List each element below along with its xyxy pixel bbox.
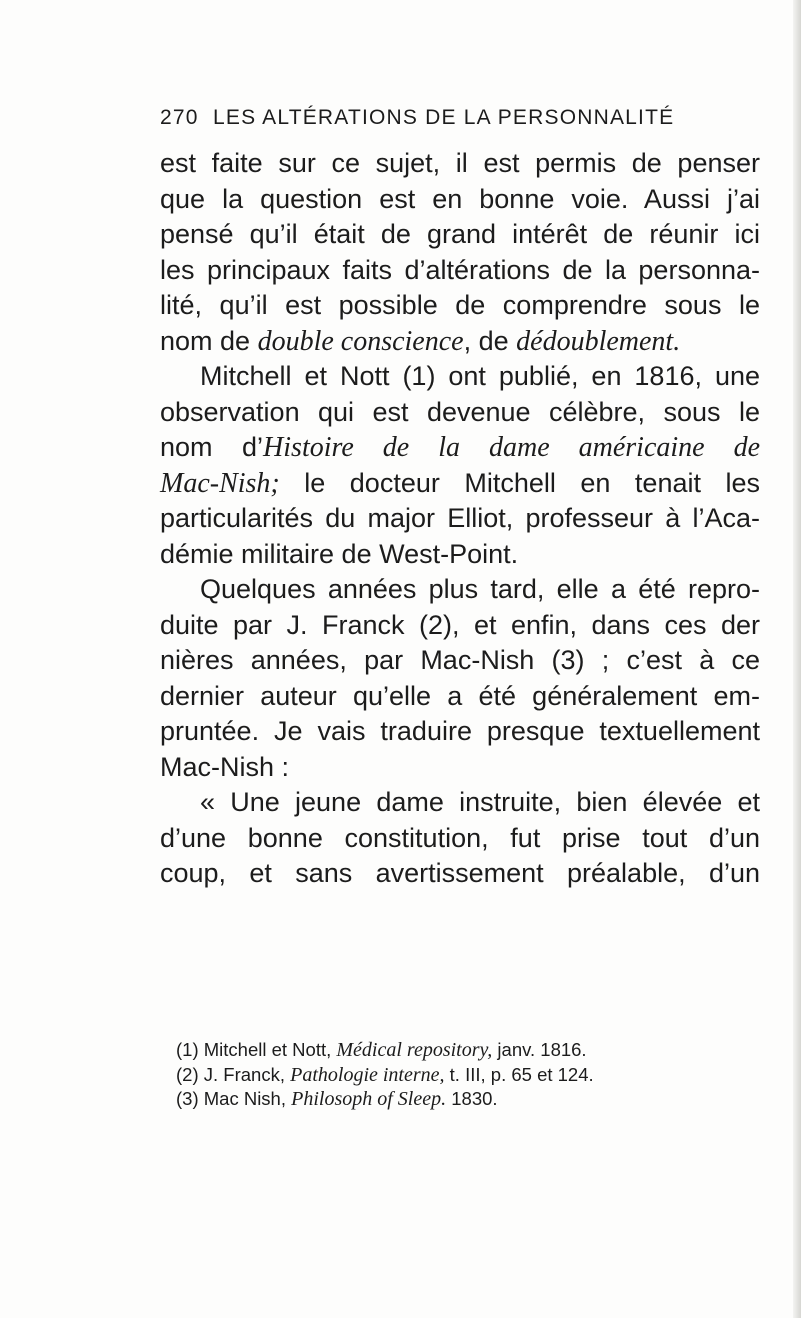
text-line: lité, qu’il est possible de comprendre sous le [160,290,760,320]
text-line: d’une bonne constitution, fut prise tout d’un [160,822,760,853]
page-number: 270 [160,106,199,129]
footnote-title: Médical repository, [336,1039,493,1061]
text-line: dernier auteur qu’elle a été généralement em- [160,680,760,711]
text-line: est faite sur ce sujet, il est permis de penser [160,148,760,178]
italic-title: Mac-Nish; [160,467,280,499]
italic-title: Histoire de la dame américaine de [263,432,761,463]
italic-term: dédoublement. [516,325,681,357]
text-line: Mac-Nish : [160,751,290,782]
footnote-title: Philosoph of Sleep. [291,1088,447,1110]
text-line: Quelques années plus tard, elle a été repro- [200,574,760,604]
text-line: Mac-Nish; le docteur Mitchell en tenait les [160,467,760,499]
text-line: démie militaire de West-Point. [160,538,519,569]
text-line: nom d’Histoire de la dame américaine de [160,432,761,463]
text-line: « Une jeune dame instruite, bien élevée et [200,787,760,817]
text-line: les principaux faits d’altérations de la personna- [160,254,760,285]
text-line: particularités du major Elliot, professeur à l’Aca- [160,503,760,533]
text-line: Mitchell et Nott (1) ont publié, en 1816, une [200,361,760,391]
footnote-title: Pathologie interne, [290,1063,445,1086]
running-title: LES ALTÉRATIONS DE LA PERSONNALITÉ [213,106,675,129]
text-line: duite par J. Franck (2), et enfin, dans ces der [160,609,760,640]
page-edge-shadow [793,0,801,1318]
text-line: nom de double conscience, de dédoublement. [160,325,681,357]
footnotes [176,1038,766,1112]
italic-term: double conscience [257,325,464,357]
text-line: nières années, par Mac-Nish (3) ; c’est à ce [160,645,760,675]
footnote: (3) Mac Nish, Philosoph of Sleep. 1830. [176,1088,498,1110]
main-text [160,146,760,892]
text-line: pruntée. Je vais traduire presque textuellement [160,716,760,746]
footnote: (2) J. Franck, Pathologie interne, t. III, p. 65 et 124. [176,1063,594,1086]
text-line: que la question est en bonne voie. Aussi j’ai [160,183,760,214]
footnote: (1) Mitchell et Nott, Médical repository, janv. 1816. [176,1039,587,1061]
text-line: observation qui est devenue célèbre, sous le [160,396,760,427]
text-line: coup, et sans avertissement préalable, d’un [160,858,760,888]
text-line: pensé qu’il était de grand intérêt de réunir ici [160,219,760,249]
